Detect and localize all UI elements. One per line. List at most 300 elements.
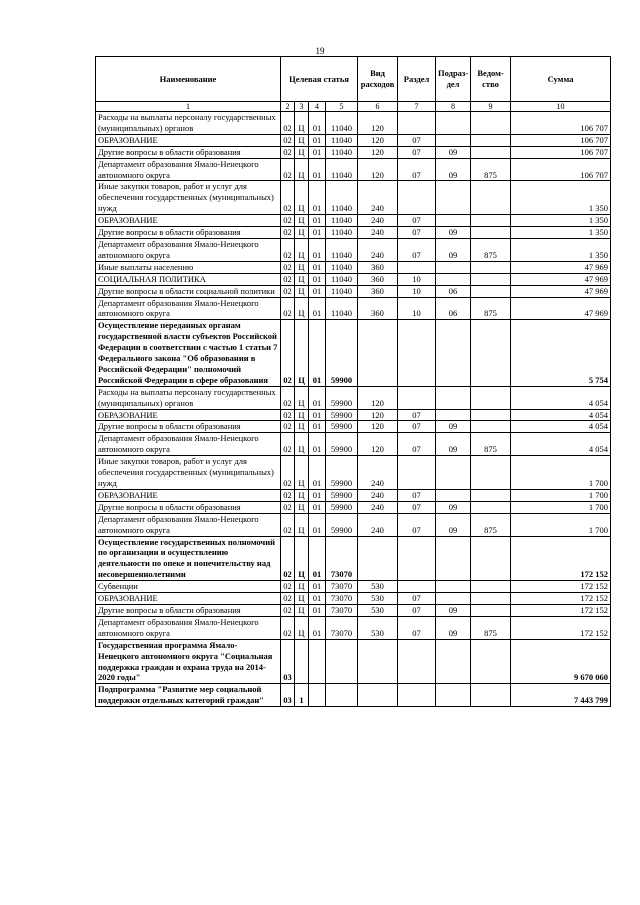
subsection-code <box>436 684 471 707</box>
amount-value: 1 700 <box>511 513 611 536</box>
amount-value: 47 969 <box>511 297 611 320</box>
subsection-code <box>436 320 471 386</box>
row-name: ОБРАЗОВАНИЕ <box>96 489 281 501</box>
target-program: 02 <box>281 261 295 273</box>
table-row <box>96 215 611 227</box>
target-direction: 59900 <box>326 421 358 433</box>
target-subprogram: Ц <box>295 273 309 285</box>
target-subprogram: 1 <box>295 684 309 707</box>
subsection-code <box>436 409 471 421</box>
row-name: Департамент образования Ямало-Ненецкого автономного округа <box>96 297 281 320</box>
amount-value: 5 754 <box>511 320 611 386</box>
row-name: Другие вопросы в области образования <box>96 604 281 616</box>
target-direction: 11040 <box>326 134 358 146</box>
target-event: 01 <box>309 112 326 135</box>
target-subprogram: Ц <box>295 536 309 581</box>
amount-value: 1 350 <box>511 181 611 215</box>
target-event: 01 <box>309 181 326 215</box>
department-code: 875 <box>471 513 511 536</box>
row-name: СОЦИАЛЬНАЯ ПОЛИТИКА <box>96 273 281 285</box>
subsection-code: 09 <box>436 501 471 513</box>
target-subprogram: Ц <box>295 593 309 605</box>
target-direction: 73070 <box>326 581 358 593</box>
column-number: 1 <box>96 102 281 112</box>
department-code <box>471 639 511 684</box>
target-direction: 11040 <box>326 215 358 227</box>
section-code <box>398 639 436 684</box>
amount-value: 1 700 <box>511 501 611 513</box>
subsection-code: 09 <box>436 227 471 239</box>
target-direction: 11040 <box>326 273 358 285</box>
section-code: 07 <box>398 146 436 158</box>
department-code: 875 <box>471 238 511 261</box>
target-program: 02 <box>281 501 295 513</box>
target-program: 02 <box>281 158 295 181</box>
expense-type-code: 240 <box>358 489 398 501</box>
target-event: 01 <box>309 604 326 616</box>
section-code <box>398 536 436 581</box>
expense-type-code: 360 <box>358 285 398 297</box>
expense-type-code: 360 <box>358 273 398 285</box>
section-code: 07 <box>398 238 436 261</box>
column-number: 10 <box>511 102 611 112</box>
department-code <box>471 684 511 707</box>
target-direction: 11040 <box>326 261 358 273</box>
target-subprogram: Ц <box>295 386 309 409</box>
row-name: Другие вопросы в области образования <box>96 501 281 513</box>
target-program: 02 <box>281 112 295 135</box>
section-code: 07 <box>398 433 436 456</box>
row-name: Государственная программа Ямало-Ненецкого автономного округа "Социальная поддержка граждан и охрана труда на 2014-2020 годы" <box>96 639 281 684</box>
target-direction: 59900 <box>326 513 358 536</box>
row-name: ОБРАЗОВАНИЕ <box>96 409 281 421</box>
department-code <box>471 456 511 490</box>
expense-type-code: 240 <box>358 181 398 215</box>
table-row <box>96 639 611 684</box>
department-code <box>471 273 511 285</box>
target-program: 02 <box>281 238 295 261</box>
amount-value: 106 707 <box>511 146 611 158</box>
table-row <box>96 227 611 239</box>
section-code: 10 <box>398 273 436 285</box>
target-event <box>309 684 326 707</box>
row-name: Иные закупки товаров, работ и услуг для обеспечения государственных (муниципальных) нужд <box>96 456 281 490</box>
target-event: 01 <box>309 227 326 239</box>
expense-type-code: 530 <box>358 581 398 593</box>
subsection-code <box>436 112 471 135</box>
amount-value: 9 670 060 <box>511 639 611 684</box>
section-code <box>398 456 436 490</box>
target-program: 02 <box>281 215 295 227</box>
table-row <box>96 134 611 146</box>
target-direction: 59900 <box>326 433 358 456</box>
table-row <box>96 433 611 456</box>
column-number: 4 <box>309 102 326 112</box>
target-direction: 59900 <box>326 489 358 501</box>
target-program: 02 <box>281 297 295 320</box>
department-code <box>471 581 511 593</box>
target-subprogram: Ц <box>295 421 309 433</box>
target-event: 01 <box>309 134 326 146</box>
target-event: 01 <box>309 456 326 490</box>
amount-value: 172 152 <box>511 536 611 581</box>
department-code <box>471 134 511 146</box>
target-event: 01 <box>309 513 326 536</box>
department-code: 875 <box>471 297 511 320</box>
expense-type-code <box>358 320 398 386</box>
target-event: 01 <box>309 433 326 456</box>
department-code <box>471 181 511 215</box>
target-event: 01 <box>309 297 326 320</box>
target-subprogram: Ц <box>295 215 309 227</box>
section-code <box>398 261 436 273</box>
target-event: 01 <box>309 146 326 158</box>
table-row <box>96 112 611 135</box>
section-code: 07 <box>398 604 436 616</box>
expense-type-code: 240 <box>358 215 398 227</box>
target-event: 01 <box>309 273 326 285</box>
target-program: 02 <box>281 134 295 146</box>
table-row <box>96 409 611 421</box>
department-code <box>471 320 511 386</box>
section-code: 07 <box>398 134 436 146</box>
target-event: 01 <box>309 593 326 605</box>
target-event: 01 <box>309 285 326 297</box>
department-code <box>471 227 511 239</box>
target-event: 01 <box>309 238 326 261</box>
row-name: Осуществление переданных органам государственной власти субъектов Российской Федерации в соответствии с частью 1 статьи 7 Федерального закона "Об образовании в Российской Федерации" полномочий Российской Федерации в сфере образования <box>96 320 281 386</box>
target-program: 02 <box>281 409 295 421</box>
amount-value: 106 707 <box>511 134 611 146</box>
target-subprogram: Ц <box>295 158 309 181</box>
expense-type-code: 120 <box>358 386 398 409</box>
department-code: 875 <box>471 433 511 456</box>
target-direction: 11040 <box>326 112 358 135</box>
header-name: Наименование <box>96 57 281 102</box>
row-name: Расходы на выплаты персоналу государственных (муниципальных) органов <box>96 112 281 135</box>
amount-value: 1 350 <box>511 227 611 239</box>
target-event: 01 <box>309 320 326 386</box>
target-program: 03 <box>281 684 295 707</box>
row-name: Департамент образования Ямало-Ненецкого автономного округа <box>96 513 281 536</box>
expense-type-code: 240 <box>358 501 398 513</box>
target-direction: 59900 <box>326 386 358 409</box>
target-direction: 11040 <box>326 238 358 261</box>
section-code: 07 <box>398 513 436 536</box>
column-number: 6 <box>358 102 398 112</box>
subsection-code <box>436 456 471 490</box>
table-row <box>96 581 611 593</box>
target-program: 03 <box>281 639 295 684</box>
department-code <box>471 421 511 433</box>
column-number: 9 <box>471 102 511 112</box>
department-code <box>471 593 511 605</box>
column-number: 2 <box>281 102 295 112</box>
target-subprogram: Ц <box>295 489 309 501</box>
expense-type-code: 120 <box>358 409 398 421</box>
target-direction: 11040 <box>326 181 358 215</box>
subsection-code <box>436 386 471 409</box>
section-code <box>398 684 436 707</box>
target-direction <box>326 684 358 707</box>
table-row <box>96 536 611 581</box>
department-code <box>471 536 511 581</box>
section-code: 07 <box>398 158 436 181</box>
amount-value: 4 054 <box>511 433 611 456</box>
amount-value: 106 707 <box>511 158 611 181</box>
subsection-code <box>436 134 471 146</box>
amount-value: 172 152 <box>511 616 611 639</box>
table-row <box>96 501 611 513</box>
target-subprogram: Ц <box>295 134 309 146</box>
department-code <box>471 261 511 273</box>
budget-table <box>95 56 611 707</box>
table-row <box>96 489 611 501</box>
subsection-code: 09 <box>436 146 471 158</box>
table-row <box>96 684 611 707</box>
row-name: Департамент образования Ямало-Ненецкого автономного округа <box>96 238 281 261</box>
department-code <box>471 409 511 421</box>
section-code: 07 <box>398 227 436 239</box>
target-event: 01 <box>309 536 326 581</box>
amount-value: 172 152 <box>511 604 611 616</box>
department-code <box>471 489 511 501</box>
subsection-code: 06 <box>436 297 471 320</box>
target-event: 01 <box>309 261 326 273</box>
row-name: Подпрограмма "Развитие мер социальной поддержки отдельных категорий граждан" <box>96 684 281 707</box>
amount-value: 47 969 <box>511 261 611 273</box>
column-number: 3 <box>295 102 309 112</box>
department-code: 875 <box>471 158 511 181</box>
target-subprogram <box>295 639 309 684</box>
target-direction: 59900 <box>326 409 358 421</box>
department-code <box>471 285 511 297</box>
target-program: 02 <box>281 146 295 158</box>
table-row <box>96 273 611 285</box>
expense-type-code: 530 <box>358 604 398 616</box>
target-subprogram: Ц <box>295 513 309 536</box>
target-event: 01 <box>309 501 326 513</box>
target-subprogram: Ц <box>295 181 309 215</box>
row-name: ОБРАЗОВАНИЕ <box>96 215 281 227</box>
expense-type-code: 240 <box>358 238 398 261</box>
amount-value: 7 443 799 <box>511 684 611 707</box>
target-program: 02 <box>281 227 295 239</box>
row-name: Другие вопросы в области образования <box>96 421 281 433</box>
section-code: 07 <box>398 593 436 605</box>
target-program: 02 <box>281 616 295 639</box>
target-program: 02 <box>281 593 295 605</box>
department-code <box>471 501 511 513</box>
amount-value: 4 054 <box>511 409 611 421</box>
amount-value: 1 350 <box>511 238 611 261</box>
subsection-code: 09 <box>436 238 471 261</box>
target-direction: 11040 <box>326 146 358 158</box>
section-code: 10 <box>398 285 436 297</box>
expense-type-code: 240 <box>358 513 398 536</box>
subsection-code: 09 <box>436 513 471 536</box>
row-name: Иные выплаты населению <box>96 261 281 273</box>
amount-value: 47 969 <box>511 273 611 285</box>
target-subprogram: Ц <box>295 409 309 421</box>
expense-type-code: 120 <box>358 134 398 146</box>
target-subprogram: Ц <box>295 581 309 593</box>
expense-type-code <box>358 536 398 581</box>
table-row <box>96 181 611 215</box>
table-row <box>96 285 611 297</box>
subsection-code: 09 <box>436 158 471 181</box>
section-code: 07 <box>398 215 436 227</box>
row-name: Департамент образования Ямало-Ненецкого автономного округа <box>96 158 281 181</box>
target-event: 01 <box>309 581 326 593</box>
subsection-code <box>436 593 471 605</box>
target-program: 02 <box>281 536 295 581</box>
row-name: Субвенции <box>96 581 281 593</box>
subsection-code <box>436 261 471 273</box>
subsection-code <box>436 581 471 593</box>
subsection-code: 06 <box>436 285 471 297</box>
expense-type-code: 240 <box>358 227 398 239</box>
target-program: 02 <box>281 181 295 215</box>
target-direction: 59900 <box>326 456 358 490</box>
header-amount: Сумма <box>511 57 611 102</box>
section-code: 10 <box>398 297 436 320</box>
table-row <box>96 261 611 273</box>
target-program: 02 <box>281 273 295 285</box>
target-subprogram: Ц <box>295 433 309 456</box>
amount-value: 4 054 <box>511 421 611 433</box>
target-direction: 73070 <box>326 604 358 616</box>
target-event: 01 <box>309 158 326 181</box>
row-name: Иные закупки товаров, работ и услуг для обеспечения государственных (муниципальных) нужд <box>96 181 281 215</box>
page-number: 19 <box>315 46 325 56</box>
amount-value: 172 152 <box>511 581 611 593</box>
header-expense-type: Вид расходов <box>358 57 398 102</box>
target-subprogram: Ц <box>295 146 309 158</box>
expense-type-code: 120 <box>358 112 398 135</box>
subsection-code: 09 <box>436 433 471 456</box>
department-code <box>471 386 511 409</box>
section-code: 07 <box>398 501 436 513</box>
section-code: 07 <box>398 489 436 501</box>
target-direction: 11040 <box>326 227 358 239</box>
target-program: 02 <box>281 320 295 386</box>
table-row <box>96 320 611 386</box>
table-row <box>96 616 611 639</box>
table-row <box>96 513 611 536</box>
target-subprogram: Ц <box>295 261 309 273</box>
amount-value: 1 700 <box>511 456 611 490</box>
subsection-code: 09 <box>436 604 471 616</box>
target-direction: 11040 <box>326 297 358 320</box>
target-subprogram: Ц <box>295 238 309 261</box>
header-subsection: Подраз-дел <box>436 57 471 102</box>
column-number: 5 <box>326 102 358 112</box>
row-name: Расходы на выплаты персоналу государственных (муниципальных) органов <box>96 386 281 409</box>
target-event: 01 <box>309 489 326 501</box>
target-subprogram: Ц <box>295 616 309 639</box>
row-name: Другие вопросы в области социальной политики <box>96 285 281 297</box>
section-code <box>398 581 436 593</box>
target-subprogram: Ц <box>295 297 309 320</box>
header-row <box>96 57 611 102</box>
target-program: 02 <box>281 581 295 593</box>
amount-value: 1 350 <box>511 215 611 227</box>
subsection-code <box>436 489 471 501</box>
target-direction: 73070 <box>326 593 358 605</box>
expense-type-code: 240 <box>358 456 398 490</box>
target-subprogram: Ц <box>295 112 309 135</box>
target-subprogram: Ц <box>295 320 309 386</box>
expense-type-code: 530 <box>358 616 398 639</box>
department-code <box>471 604 511 616</box>
amount-value: 172 152 <box>511 593 611 605</box>
header-section: Раздел <box>398 57 436 102</box>
amount-value: 1 700 <box>511 489 611 501</box>
target-program: 02 <box>281 433 295 456</box>
target-subprogram: Ц <box>295 604 309 616</box>
department-code <box>471 215 511 227</box>
target-subprogram: Ц <box>295 227 309 239</box>
expense-type-code <box>358 639 398 684</box>
target-program: 02 <box>281 456 295 490</box>
expense-type-code: 120 <box>358 146 398 158</box>
expense-type-code: 360 <box>358 297 398 320</box>
table-row <box>96 297 611 320</box>
target-program: 02 <box>281 604 295 616</box>
table-row <box>96 238 611 261</box>
section-code: 07 <box>398 409 436 421</box>
table-row <box>96 146 611 158</box>
amount-value: 4 054 <box>511 386 611 409</box>
target-event <box>309 639 326 684</box>
expense-type-code: 120 <box>358 433 398 456</box>
row-name: Другие вопросы в области образования <box>96 146 281 158</box>
table-row <box>96 386 611 409</box>
target-event: 01 <box>309 215 326 227</box>
target-program: 02 <box>281 489 295 501</box>
section-code <box>398 181 436 215</box>
subsection-code: 09 <box>436 421 471 433</box>
column-number: 8 <box>436 102 471 112</box>
subsection-code <box>436 639 471 684</box>
table-row <box>96 421 611 433</box>
department-code: 875 <box>471 616 511 639</box>
header-target-article: Целевая статья <box>281 57 358 102</box>
expense-type-code: 120 <box>358 158 398 181</box>
header-department: Ведом-ство <box>471 57 511 102</box>
section-code <box>398 386 436 409</box>
subsection-code <box>436 181 471 215</box>
row-name: ОБРАЗОВАНИЕ <box>96 134 281 146</box>
amount-value: 47 969 <box>511 285 611 297</box>
section-code <box>398 320 436 386</box>
expense-type-code: 120 <box>358 421 398 433</box>
table-row <box>96 593 611 605</box>
section-code: 07 <box>398 616 436 639</box>
column-number-row <box>96 102 611 112</box>
target-event: 01 <box>309 409 326 421</box>
target-direction: 11040 <box>326 285 358 297</box>
section-code: 07 <box>398 421 436 433</box>
target-direction: 73070 <box>326 536 358 581</box>
target-subprogram: Ц <box>295 501 309 513</box>
expense-type-code: 530 <box>358 593 398 605</box>
row-name: Департамент образования Ямало-Ненецкого автономного округа <box>96 433 281 456</box>
target-direction: 59900 <box>326 501 358 513</box>
target-event: 01 <box>309 421 326 433</box>
expense-type-code <box>358 684 398 707</box>
